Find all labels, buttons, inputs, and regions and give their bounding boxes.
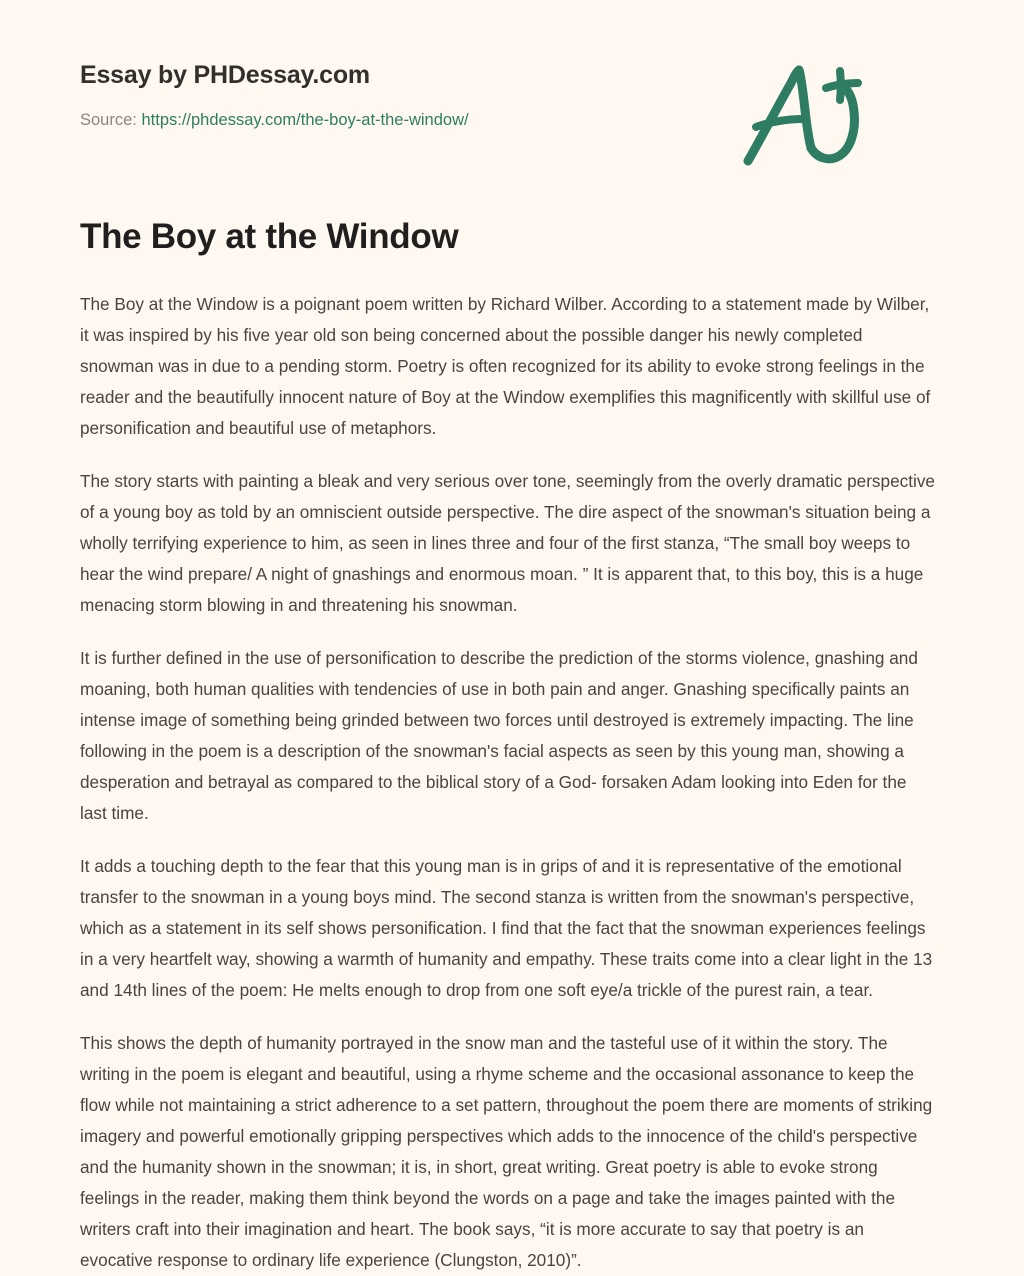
article-body [80, 258, 935, 1276]
paragraph: The story starts with painting a bleak and very serious over tone, seemingly from the overly dramatic perspective of a young boy as told by an omniscient outside perspective. The dire aspect of the snowman's situation being a wholly terrifying experience to him, as seen in lines three and four of the first stanza, “The small boy weeps to hear the wind prepare/ A night of gnashings and enormous moan. ” It is apparent that, to this boy, this is a huge menacing storm blowing in and threatening his snowman. [80, 471, 935, 615]
page-title: The Boy at the Window [80, 217, 459, 256]
paragraph: This shows the depth of humanity portrayed in the snow man and the tasteful use of it within the story. The writing in the poem is elegant and beautiful, using a rhyme scheme and the occasional assonance to keep the flow while not maintaining a strict adherence to a set pattern, throughout the poem there are moments of striking imagery and powerful emotionally gripping perspectives which adds to the innocence of the child's perspective and the humanity shown in the snowman; it is, in short, great writing. Great poetry is able to evoke strong feelings in the reader, making them think beyond the words on a page and take the images painted with the writers craft into their imagination and heart. The book says, “it is more accurate to say that poetry is an evocative response to ordinary life experience (Clungston, 2010)”. [80, 1033, 933, 1270]
paragraph: It adds a touching depth to the fear that this young man is in grips of and it is representative of the emotional transfer to the snowman in a young boys mind. The second stanza is written from the snowman's perspective, which as a statement in its self shows personification. I find that the fact that the snowman experiences feelings in a very heartfelt way, showing a warmth of humanity and empathy. These traits come into a clear light in the 13 and 14th lines of the poem: He melts enough to drop from one soft eye/a trickle of the purest rain, a tear. [80, 856, 933, 1000]
page-header [80, 0, 944, 150]
paragraph: It is further defined in the use of personification to describe the prediction of the storms violence, gnashing and moaning, both human qualities with tendencies of use in both pain and anger. Gnashing specifically paints an intense image of something being grinded between two forces until destroyed is extremely impacting. The line following in the poem is a description of the snowman's facial aspects as seen by this young man, showing a desperation and betrayal as compared to the biblical story of a God- forsaken Adam looking into Eden for the last time. [80, 648, 918, 823]
a-plus-logo-icon [739, 58, 874, 173]
essay-byline: Essay by PHDessay.com [80, 61, 370, 89]
source-label: Source: [80, 110, 137, 129]
source-url-link[interactable]: https://phdessay.com/the-boy-at-the-window/ [141, 110, 469, 129]
paragraph: The Boy at the Window is a poignant poem written by Richard Wilber. According to a statement made by Wilber, it was inspired by his five year old son being concerned about the possible danger his newly completed snowman was in due to a pending storm. Poetry is often recognized for its ability to evoke strong feelings in the reader and the beautifully innocent nature of Boy at the Window exemplifies this magnificently with skillful use of personification and beautiful use of metaphors. [80, 294, 931, 438]
